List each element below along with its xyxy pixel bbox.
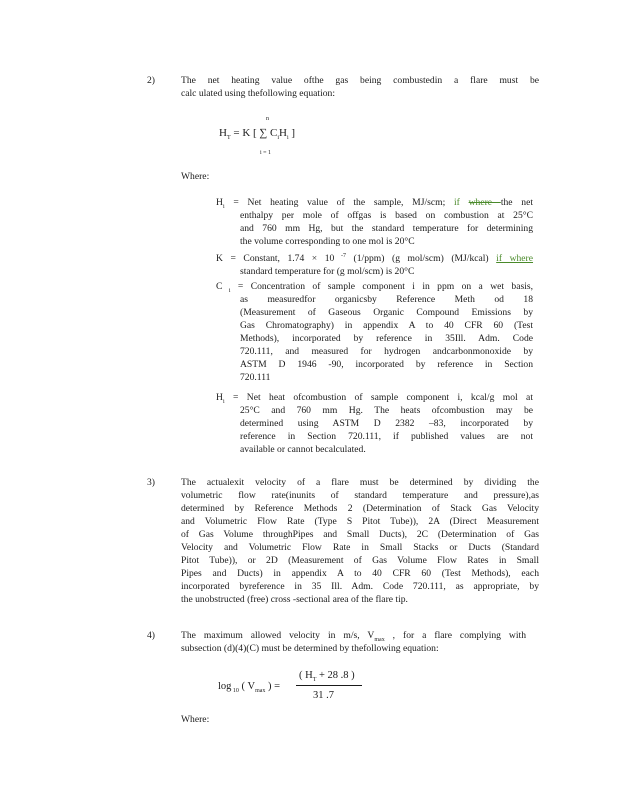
def-subscript: i [222, 203, 225, 210]
def-text: = Concentration of sample component i in ppm on a wet basis, [230, 281, 533, 292]
def-subscript: i [222, 398, 225, 405]
heating-value-equation [219, 127, 295, 140]
def-text: = Net heat ofcombustion of sample component i, kcal/g mol at [224, 392, 533, 403]
definition-hi [216, 196, 533, 248]
definition-k [216, 252, 533, 278]
text-line: The net heating value ofthe gas being combustedin a flare must be [181, 75, 539, 86]
text-subscript: max [374, 636, 385, 643]
eq-text: ) = [265, 681, 281, 692]
text-line: and Volumetric Flow Rate (Type S Pitot Tube)), 2A (Direct Measurement [181, 516, 539, 527]
text-line: standard temperature for (g mol/scm) is 20°C [240, 266, 415, 277]
def-text: (1/ppm) (g mol/scm) (MJ/kcal) [346, 253, 497, 264]
def-text: the net [500, 197, 534, 208]
text-line: subsection (d)(4)(C) must be determined by thefollowing equation: [181, 643, 439, 654]
text-line: as measuredfor organicsby Reference Meth od 18 [240, 294, 533, 305]
eq-body: = K [ ∑ C [230, 127, 278, 139]
text-line: Pitot Tube)), or 2D (Measurement of Gas Volume Flow Rates in Small [181, 555, 539, 566]
text-line: available or cannot becalculated. [240, 444, 366, 455]
eq-close: ] [288, 127, 296, 139]
text-line: 720.111 [240, 372, 271, 383]
text-line: volumetric flow rate(inunits of standard temperature and pressure),as [181, 490, 539, 501]
fraction-denominator: 31 .7 [313, 690, 334, 701]
eq-subscript: T [226, 135, 231, 142]
text-line: Pipes and Ducts) in appendix A to 40 CFR 60 (Test Methods), each [181, 568, 539, 579]
eq-text: ( H [299, 670, 313, 681]
fraction-bar [296, 685, 362, 686]
text-line: the unobstructed (free) cross -sectional area of the flare tip. [181, 594, 408, 605]
paragraph-4 [181, 629, 526, 655]
eq-subscript: T [312, 677, 317, 684]
paragraph-2 [181, 74, 539, 100]
text-line: (Measurement of Gaseous Organic Compound Emissions by [240, 307, 533, 318]
eq-symbol: H [279, 127, 287, 139]
text-segment: The maximum allowed velocity in m/s, V [181, 630, 375, 641]
def-text: = Net heating value of the sample, MJ/scm; [224, 197, 454, 208]
text-line: The actualexit velocity of a flare must be determined by dividing the [181, 477, 539, 488]
text-line: 720.111, and measured for hydrogen andcarbonmonoxide by [240, 346, 533, 357]
definition-hi-combustion [216, 391, 533, 456]
text-line: enthalpy per mole of offgas is based on combustion at 25°C [240, 210, 533, 221]
text-line: determined using ASTM D 2382 –83, incorporated by [240, 418, 533, 429]
text-line: calc ulated using thefollowing equation: [181, 88, 335, 99]
eq-subscript: i [277, 135, 280, 142]
amendment-strike: where [468, 197, 501, 208]
text-line: determined by Reference Methods 2 (Determination of Stack Gas Velocity [181, 503, 539, 514]
text-line: incorporated byreference in 35 Ill. Adm. Code 720.111, as appropriate, by [181, 581, 539, 592]
def-symbol: C [216, 281, 223, 292]
sum-lower-limit: i = 1 [260, 150, 272, 156]
item-number: 2) [147, 75, 155, 86]
amendment-insert: if [453, 197, 469, 208]
eq-log: log [218, 681, 232, 692]
paragraph-3 [181, 476, 539, 606]
text-line: reference in Section 720.111, if published values are not [240, 431, 533, 442]
text-line: Velocity and Volumetric Flow Rate in Small Stacks or Ducts (Standard [181, 542, 539, 553]
item-number: 4) [147, 630, 155, 641]
text-line: 25°C and 760 mm Hg. The heats ofcombustion may be [240, 405, 533, 416]
text-line: the volume corresponding to one mol is 20°C [240, 236, 415, 247]
amendment-insert: if where [496, 253, 534, 264]
def-subscript: i [222, 287, 231, 294]
definition-ci [216, 280, 533, 384]
eq-subscript: 10 [231, 688, 239, 695]
def-text: K = Constant, 1.74 × 10 [216, 253, 335, 264]
text-segment: , for a flare complying with [384, 630, 526, 641]
eq-text: ( V [238, 681, 256, 692]
where-label: Where: [181, 714, 210, 725]
velocity-equation-lhs [218, 680, 280, 693]
text-line: Methods), incorporated by reference in 35Ill. Adm. Code [240, 333, 533, 344]
text-line: of Gas Volume throughPipes and Small Ducts), 2C (Determination of Gas [181, 529, 539, 540]
def-symbol: H [216, 197, 223, 208]
eq-subscript: max [255, 688, 266, 695]
fraction-numerator [299, 669, 355, 682]
def-symbol: H [216, 392, 223, 403]
text-line: ASTM D 1946 -90, incorporated by reference in Section [240, 359, 533, 370]
eq-subscript: i [287, 135, 289, 142]
item-number: 3) [147, 477, 155, 488]
text-line: and 760 mm Hg, but the standard temperature for determining [240, 223, 533, 234]
where-label: Where: [181, 171, 210, 182]
text-line: Gas Chromatography) in appendix A to 40 CFR 60 (Test [240, 320, 533, 331]
eq-symbol: H [219, 127, 227, 139]
def-superscript: -7 [334, 252, 347, 259]
eq-text: + 28 .8 ) [316, 670, 355, 681]
sum-upper-limit: n [266, 116, 269, 122]
